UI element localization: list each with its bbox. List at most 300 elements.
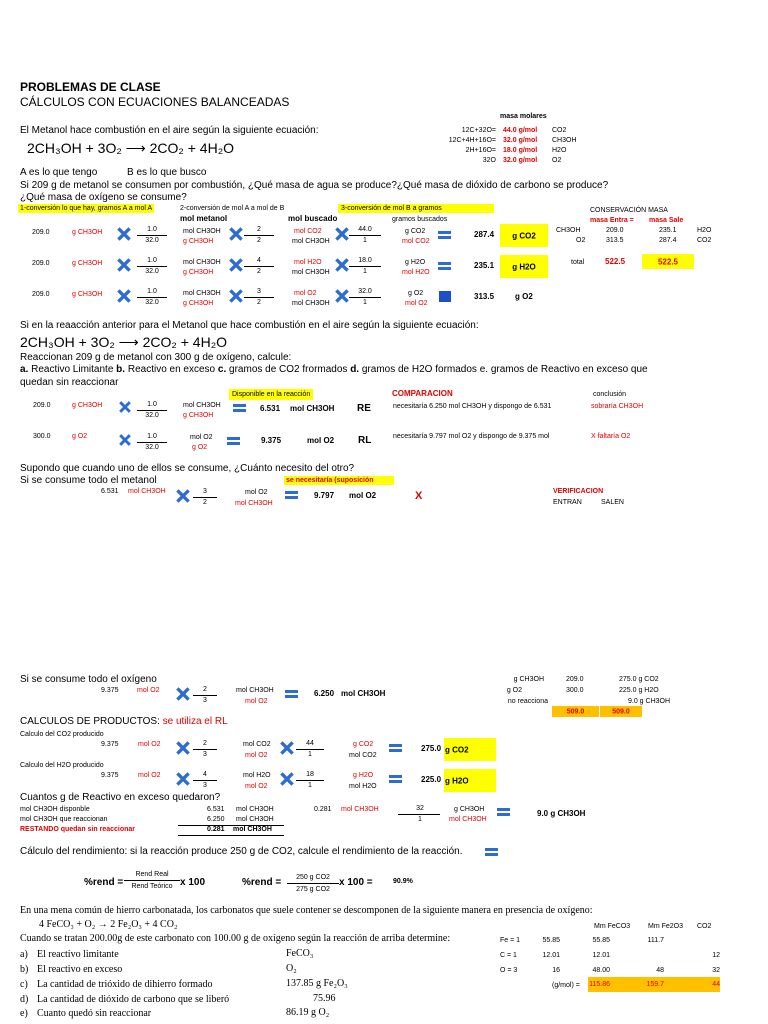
part2-question-e: quedan sin reaccionar <box>20 377 119 388</box>
result-square-icon <box>439 291 451 302</box>
fraction-denominator: 1 <box>418 816 422 823</box>
oxygen-line: Si se consume todo el oxígeno <box>20 674 157 685</box>
verification-in: ENTRAN <box>553 499 582 506</box>
co2-label: Calculo del CO2 producido <box>20 731 104 738</box>
unit-numerator: g H2O <box>405 259 426 266</box>
conversion-step3: 3-conversión de mol B a gramos <box>338 204 494 213</box>
conservation-total-label: total <box>571 259 585 266</box>
molar-compound: CH3OH <box>552 137 577 144</box>
excess-value: 0.281 <box>207 826 225 833</box>
yield-numerator-2: 250 g CO2 <box>296 874 330 881</box>
ore-item-answer: 86.19 g O₂ <box>286 1007 330 1018</box>
ore-item-answer: 75.96 <box>313 993 336 1004</box>
equals-icon <box>438 261 451 271</box>
verify-out: 275.0 g CO2 <box>619 676 659 683</box>
co2-value: 9.375 <box>101 741 119 748</box>
molar-value: 44.0 g/mol <box>503 127 538 134</box>
unit-numerator: mol CH3OH <box>183 290 221 297</box>
fraction-denominator: 1 <box>363 237 367 244</box>
ore-element: O = 3 <box>500 967 518 974</box>
conservation-title: CONSERVACIÓN MASA <box>590 207 668 214</box>
calc-unit: g CH3OH <box>72 229 103 236</box>
excess-label: mol CH3OH que reaccionan <box>20 816 108 823</box>
verify-label: g CH3OH <box>513 676 544 683</box>
ore-item-label: a) <box>20 949 28 960</box>
unit-numerator: mol CH3OH <box>236 687 274 694</box>
conservation-cell: 287.4 <box>659 237 677 244</box>
fraction-bar <box>244 266 274 267</box>
ore-cell: 55.85 <box>592 937 610 944</box>
equals-icon <box>285 490 298 500</box>
verify-total-in: 509.0 <box>566 708 585 715</box>
supposition-question: Supondo que cuando uno de ellos se consume, ¿Cuánto necesito del otro? <box>20 463 355 474</box>
supposition-methanol: Si se consume todo el metanol <box>20 475 157 486</box>
fraction-bar <box>124 880 180 881</box>
unit-denominator: g CH3OH <box>183 269 214 276</box>
unit-denominator: mol H2O <box>349 783 377 790</box>
co2-unit: mol O2 <box>138 741 161 748</box>
unit-denominator: g CH3OH <box>183 238 214 245</box>
limiting-value: 9.375 <box>261 436 282 445</box>
calc-unit: g CH3OH <box>72 260 103 267</box>
unit-numerator: mol H2O <box>294 259 322 266</box>
ore-item-label: e) <box>20 1008 28 1019</box>
molar-formula: 2H+16O= <box>465 147 496 154</box>
fraction-denominator: 1 <box>308 751 312 758</box>
fraction-denominator: 2 <box>203 499 207 506</box>
fraction-denominator: 3 <box>203 751 207 758</box>
h2o-unit: mol O2 <box>138 772 161 779</box>
part2-statement: Si en la reaacción anterior para el Metanol que hace combustión en el aire según la siguiente ecuación: <box>20 320 479 331</box>
excess-label: RESTANDO quedan sin reaccionar <box>20 826 136 833</box>
part2-equation: 2CH₃OH + 3O₂ ⟶ 2CO₂ + 4H₂O <box>20 334 228 350</box>
molar-value: 32.0 g/mol <box>503 157 538 164</box>
cross-multiply-icon <box>280 772 294 786</box>
co2-result: 275.0 <box>421 744 442 753</box>
ore-element: C = 1 <box>500 952 517 959</box>
limiting-comparison: necesitaría 9.797 mol O2 y dispongo de 9.375 mol <box>393 433 550 440</box>
ore-cell: 48 <box>656 967 664 974</box>
ore-item-answer: O₂ <box>286 963 297 974</box>
fraction-numerator: 2 <box>203 740 207 747</box>
comparison-label: COMPARACION <box>392 389 453 398</box>
unit-numerator: mol H2O <box>243 772 271 779</box>
supposition-result: 9.797 <box>314 491 335 500</box>
co2-result-unit: g CO2 <box>445 745 469 754</box>
verification-out: SALEN <box>601 499 624 506</box>
oxygen-result: 6.250 <box>314 689 335 698</box>
equals-icon <box>233 403 246 413</box>
molar-value: 32.0 g/mol <box>503 137 538 144</box>
h2o-result-unit: g H2O <box>445 776 469 785</box>
unit-denominator: mol CH3OH <box>235 500 273 507</box>
fraction-numerator: 1.0 <box>147 433 157 440</box>
fraction-denominator: 32.0 <box>145 412 159 419</box>
molar-compound: O2 <box>552 157 562 164</box>
ore-intro: En una mena común de hierro carbonatada, los carbonatos que suele contener se descomponen de la siguiente manera en presencia de oxígeno: <box>20 905 593 916</box>
limiting-grams: 300.0 <box>33 433 51 440</box>
supposition-needed: se necesitaría (suposición <box>284 476 394 485</box>
equals-icon <box>485 847 498 857</box>
excess-result: 9.0 g CH3OH <box>537 809 586 818</box>
h2o-result-unit-box <box>444 769 496 792</box>
fraction-numerator: 3 <box>203 488 207 495</box>
fraction-bar <box>193 749 217 750</box>
fraction-numerator: 4 <box>257 257 261 264</box>
limiting-comparison: necesitaría 6.250 mol CH3OH y dispongo de 6.531 <box>393 403 552 410</box>
fraction-numerator: 1.0 <box>147 288 157 295</box>
fraction-bar <box>193 780 217 781</box>
ore-item-text: La cantidad de dióxido de carbono que se liberó <box>37 994 230 1005</box>
limiting-tag: RE <box>357 403 371 414</box>
equals-icon <box>497 807 510 817</box>
cross-multiply-icon <box>117 227 131 241</box>
cross-multiply-icon <box>280 741 294 755</box>
conservation-cell: 235.1 <box>659 227 677 234</box>
h2o-value: 9.375 <box>101 772 119 779</box>
fraction-bar <box>287 883 339 884</box>
unit-denominator: mol O2 <box>245 752 268 759</box>
fraction-bar <box>137 442 167 443</box>
conservation-cell: O2 <box>576 237 586 244</box>
fraction-denominator: 2 <box>257 299 261 306</box>
verify-in: 209.0 <box>566 676 584 683</box>
fraction-bar <box>398 814 440 815</box>
unit-numerator: mol CH3OH <box>183 402 221 409</box>
fraction-denominator: 1 <box>363 268 367 275</box>
limiting-value-unit: mol O2 <box>307 436 335 445</box>
ore-cell: 32 <box>712 967 720 974</box>
equals-icon <box>389 743 402 753</box>
cross-multiply-icon <box>229 258 243 272</box>
molar-formula: 12C+32O= <box>461 127 496 134</box>
ore-item-label: c) <box>20 979 28 990</box>
co2-result-unit-box <box>444 738 496 761</box>
unit-denominator: g O2 <box>192 444 208 451</box>
fraction-bar <box>137 266 167 267</box>
h2o-label: Calculo del H2O producido <box>20 762 104 769</box>
calc-result-unit-box <box>500 224 548 247</box>
unit-numerator: mol CO2 <box>294 228 322 235</box>
limiting-grams: 209.0 <box>33 402 51 409</box>
oxygen-result-unit: mol CH3OH <box>341 689 386 698</box>
fraction-numerator: 32.0 <box>358 288 372 295</box>
fraction-numerator: 2 <box>203 686 207 693</box>
available-label: Disponible en la reacción <box>229 389 313 400</box>
intro-statement: El Metanol hace combustión en el aire según la siguiente ecuación: <box>20 125 319 136</box>
excess-unit: mol CH3OH <box>236 806 274 813</box>
ore-element: Fe = 1 <box>500 937 521 944</box>
conclusion-label: conclusión <box>593 391 627 398</box>
unit-numerator: g H2O <box>353 772 374 779</box>
conservation-total-out: 522.5 <box>657 257 679 266</box>
unit-denominator: mol CO2 <box>402 238 430 245</box>
excess-calc-value: 0.281 <box>314 806 332 813</box>
fraction-bar <box>193 497 217 498</box>
equals-icon <box>389 774 402 784</box>
limiting-unit: g O2 <box>72 433 88 440</box>
fraction-bar <box>349 235 381 236</box>
calc-result-unit: g H2O <box>512 262 536 271</box>
yield-denominator: Rend Teórico <box>131 883 173 890</box>
unit-denominator: mol O2 <box>245 698 268 705</box>
limiting-value: 6.531 <box>260 404 281 413</box>
limiting-conclusion: sobraría CH3OH <box>591 403 644 410</box>
intro-a: A es lo que tengo <box>20 167 98 178</box>
fraction-denominator: 32.0 <box>145 444 159 451</box>
intro-equation: 2CH₃OH + 3O₂ ⟶ 2CO₂ + 4H₂O <box>27 140 235 156</box>
intro-b: B es lo que busco <box>127 167 207 178</box>
ore-cell: 12 <box>712 952 720 959</box>
fraction-numerator: 4 <box>203 771 207 778</box>
ore-cell: 12.01 <box>542 952 560 959</box>
supposition-result-unit: mol O2 <box>349 491 377 500</box>
yield-lhs-2: %rend = <box>242 877 282 888</box>
conservation-cell: CO2 <box>697 237 712 244</box>
conversion-step2: 2-conversión de mol A a mol de B <box>180 205 285 212</box>
fraction-denominator: 3 <box>203 782 207 789</box>
unit-denominator: g CH3OH <box>183 300 214 307</box>
fraction-bar <box>244 297 274 298</box>
h2o-result: 225.0 <box>421 775 442 784</box>
fraction-numerator: 44 <box>306 740 314 747</box>
header-mol-buscado: mol buscado <box>288 214 338 223</box>
verification-title: VERIFICACION <box>553 488 604 495</box>
cross-multiply-icon <box>176 687 190 701</box>
part2-questions: a. Reactivo Limitante b. Reactivo en exceso c. gramos de CO2 frormados d. gramos de H2O formados e. gramos de Reactivo en exceso que <box>20 364 648 375</box>
conservation-total-out-box <box>642 254 694 269</box>
unit-numerator: g CO2 <box>353 741 374 748</box>
unit-denominator: mol H2O <box>402 269 430 276</box>
conservation-entra: masa Entra = <box>590 217 634 224</box>
fraction-denominator: 32.0 <box>145 299 159 306</box>
unit-denominator: mol CH3OH <box>292 269 330 276</box>
molar-compound: H2O <box>552 147 567 154</box>
verify-total-out: 509.0 <box>612 708 630 715</box>
ore-item-text: El reactivo en exceso <box>37 964 123 975</box>
fraction-bar <box>244 235 274 236</box>
conservation-cell: H2O <box>697 227 712 234</box>
fraction-numerator: 18.0 <box>358 257 372 264</box>
conservation-sale: masa Sale <box>649 217 684 224</box>
fraction-bar <box>137 410 167 411</box>
yield-lhs: %rend = <box>84 877 124 888</box>
conservation-cell: CH3OH <box>556 227 581 234</box>
ore-table-header: CO2 <box>697 923 712 930</box>
fraction-bar <box>193 695 217 696</box>
cross-multiply-icon <box>229 227 243 241</box>
ore-cell: 48.00 <box>592 967 610 974</box>
fraction-bar <box>137 235 167 236</box>
equals-icon <box>285 689 298 699</box>
calc-unit: g CH3OH <box>72 291 103 298</box>
limiting-unit: g CH3OH <box>72 402 103 409</box>
unit-numerator: mol CO2 <box>243 741 271 748</box>
fraction-bar <box>137 297 167 298</box>
unit-denominator: mol CH3OH <box>449 816 487 823</box>
conservation-total-in: 522.5 <box>605 257 626 266</box>
yield-result: 90.9% <box>393 878 413 885</box>
calc-grams: 209.0 <box>32 291 50 298</box>
fraction-denominator: 2 <box>257 237 261 244</box>
excess-calc-unit: mol CH3OH <box>341 806 379 813</box>
molar-mass-heading: masa molares <box>500 113 547 120</box>
ore-item-text: Cuanto quedó sin reaccionar <box>37 1008 152 1019</box>
verify-total-out-box <box>600 706 642 717</box>
fraction-numerator: 44.0 <box>358 226 372 233</box>
ore-cell: 12.01 <box>592 952 610 959</box>
verify-out: 9.0 g CH3OH <box>628 698 671 705</box>
excess-value: 6.250 <box>207 816 225 823</box>
fraction-numerator: 1.0 <box>147 401 157 408</box>
equals-icon <box>438 230 451 240</box>
unit-numerator: mol O2 <box>294 290 317 297</box>
intro-question1: Si 209 g de metanol se consumen por combustión, ¿Qué masa de agua se produce?¿Qué masa de dióxido de carbono se produce? <box>20 180 609 191</box>
ore-cell: 55.85 <box>542 937 560 944</box>
unit-numerator: mol CH3OH <box>183 228 221 235</box>
ore-task: Cuando se tratan 200.00g de este carbonato con 100.00 g de oxígeno según la reacción de arriba determine: <box>20 933 451 944</box>
ore-item-answer: FeCO₃ <box>286 948 314 959</box>
fraction-denominator: 32.0 <box>145 268 159 275</box>
fraction-denominator: 32.0 <box>145 237 159 244</box>
fraction-numerator: 3 <box>257 288 261 295</box>
conservation-cell: 313.5 <box>606 237 624 244</box>
molar-formula: 12C+4H+16O= <box>448 137 496 144</box>
page-title: PROBLEMAS DE CLASE <box>20 80 161 94</box>
ore-equation: 4 FeCO₃ + O₂ → 2 Fe₂O₃ + 4 CO₂ <box>39 919 178 930</box>
calc-result-unit-box <box>500 255 548 278</box>
calc-grams: 209.0 <box>32 229 50 236</box>
unit-numerator: g CO2 <box>405 228 426 235</box>
verify-in: 300.0 <box>566 687 584 694</box>
cross-multiply-icon <box>117 258 131 272</box>
fraction-denominator: 3 <box>203 697 207 704</box>
unit-numerator: mol O2 <box>245 489 268 496</box>
limiting-value-unit: mol CH3OH <box>290 404 335 413</box>
cross-multiply-icon <box>119 401 131 413</box>
cross-multiply-icon <box>117 289 131 303</box>
header-gramos-buscados: gramos buscados <box>392 216 448 223</box>
conversion-step1: 1-conversión lo que hay, gramos A a mol A <box>20 205 153 212</box>
fraction-numerator: 1.0 <box>147 257 157 264</box>
header-mol-metanol: mol metanol <box>180 214 228 223</box>
oxygen-value: 9.375 <box>101 687 119 694</box>
fraction-numerator: 1.0 <box>147 226 157 233</box>
ore-total: 115.86 <box>589 981 610 988</box>
excess-unit: mol CH3OH <box>233 826 272 833</box>
molar-value: 18.0 g/mol <box>503 147 538 154</box>
unit-denominator: mol O2 <box>245 783 268 790</box>
calc-result: 313.5 <box>474 292 495 301</box>
ore-cell: 111.7 <box>647 937 664 944</box>
conservation-cell: 209.0 <box>606 227 624 234</box>
cross-multiply-icon <box>176 741 190 755</box>
fraction-bar <box>349 266 381 267</box>
equals-icon <box>227 436 240 446</box>
verify-label: no reacciona <box>507 698 548 705</box>
unit-denominator: g CH3OH <box>183 412 214 419</box>
fraction-numerator: 2 <box>257 226 261 233</box>
ore-cell: 16 <box>552 967 560 974</box>
ore-total: 44 <box>712 981 720 988</box>
unit-numerator: mol CH3OH <box>183 259 221 266</box>
oxygen-unit: mol O2 <box>137 687 160 694</box>
fraction-denominator: 1 <box>363 299 367 306</box>
ore-item-text: El reactivo limitante <box>37 949 119 960</box>
yield-times: x 100 <box>180 877 206 888</box>
products-title: CALCULOS DE PRODUCTOS: se utiliza el RL <box>20 716 228 727</box>
molar-compound: CO2 <box>552 127 567 134</box>
unit-denominator: mol O2 <box>405 300 428 307</box>
fraction-numerator: 32 <box>416 805 424 812</box>
fraction-denominator: 1 <box>308 782 312 789</box>
unit-denominator: mol CO2 <box>349 752 377 759</box>
calc-result: 287.4 <box>474 230 495 239</box>
cross-multiply-icon <box>119 434 131 446</box>
verify-total-in-box <box>552 706 599 717</box>
page-subtitle: CÁLCULOS CON ECUACIONES BALANCEADAS <box>20 95 290 109</box>
ore-table-header: Mm FeCO3 <box>594 923 631 930</box>
fraction-bar <box>296 749 324 750</box>
ore-item-label: d) <box>20 994 29 1005</box>
verify-out: 225.0 g H2O <box>619 687 659 694</box>
fraction-bar <box>349 297 381 298</box>
fraction-denominator: 2 <box>257 268 261 275</box>
cross-multiply-icon <box>335 258 349 272</box>
cross-multiply-icon <box>176 772 190 786</box>
verify-label: g O2 <box>506 687 522 694</box>
supposition-unit: mol CH3OH <box>128 488 166 495</box>
cross-multiply-icon <box>335 289 349 303</box>
subtraction-line <box>178 835 284 836</box>
unit-denominator: mol CH3OH <box>292 238 330 245</box>
supposition-value: 6.531 <box>101 488 119 495</box>
intro-question2: ¿Qué masa de oxígeno se consume? <box>20 192 187 203</box>
calc-result-unit: g O2 <box>515 292 533 301</box>
ore-item-text: La cantidad de trióxido de dihierro formado <box>37 979 213 990</box>
yield-numerator: Rend Real <box>135 871 169 878</box>
ore-total: 159.7 <box>646 981 664 988</box>
excess-question: Cuantos g de Reactivo en exceso quedaron? <box>20 792 221 803</box>
calc-result-unit: g CO2 <box>512 231 536 240</box>
ore-table-header: Mm Fe2O3 <box>648 923 684 930</box>
calc-result: 235.1 <box>474 261 495 270</box>
excess-unit: mol CH3OH <box>236 816 274 823</box>
cross-multiply-icon <box>229 289 243 303</box>
ore-item-label: b) <box>20 964 29 975</box>
limiting-conclusion: X faltaría O2 <box>591 433 631 440</box>
supposition-mark: X <box>415 490 423 502</box>
yield-statement: Cálculo del rendimiento: si la reacción produce 250 g de CO2, calcule el rendimiento de la reacción. <box>20 846 463 857</box>
yield-times-2: x 100 = <box>339 877 373 888</box>
part2-react: Reaccionan 209 g de metanol con 300 g de oxígeno, calcule: <box>20 352 292 363</box>
cross-multiply-icon <box>176 489 190 503</box>
ore-total-label: (g/mol) = <box>552 982 580 989</box>
limiting-tag: RL <box>358 435 372 446</box>
cross-multiply-icon <box>335 227 349 241</box>
fraction-numerator: 18 <box>306 771 314 778</box>
unit-numerator: g O2 <box>408 290 424 297</box>
excess-label: mol CH3OH disponble <box>20 806 90 813</box>
unit-numerator: g CH3OH <box>454 806 485 813</box>
ore-item-answer: 137.85 g Fe₂O₃ <box>286 978 348 989</box>
calc-grams: 209.0 <box>32 260 50 267</box>
fraction-bar <box>296 780 324 781</box>
unit-denominator: mol CH3OH <box>292 300 330 307</box>
molar-formula: 32O <box>482 157 496 164</box>
yield-denominator-2: 275 g CO2 <box>296 886 330 893</box>
excess-value: 6.531 <box>207 806 225 813</box>
